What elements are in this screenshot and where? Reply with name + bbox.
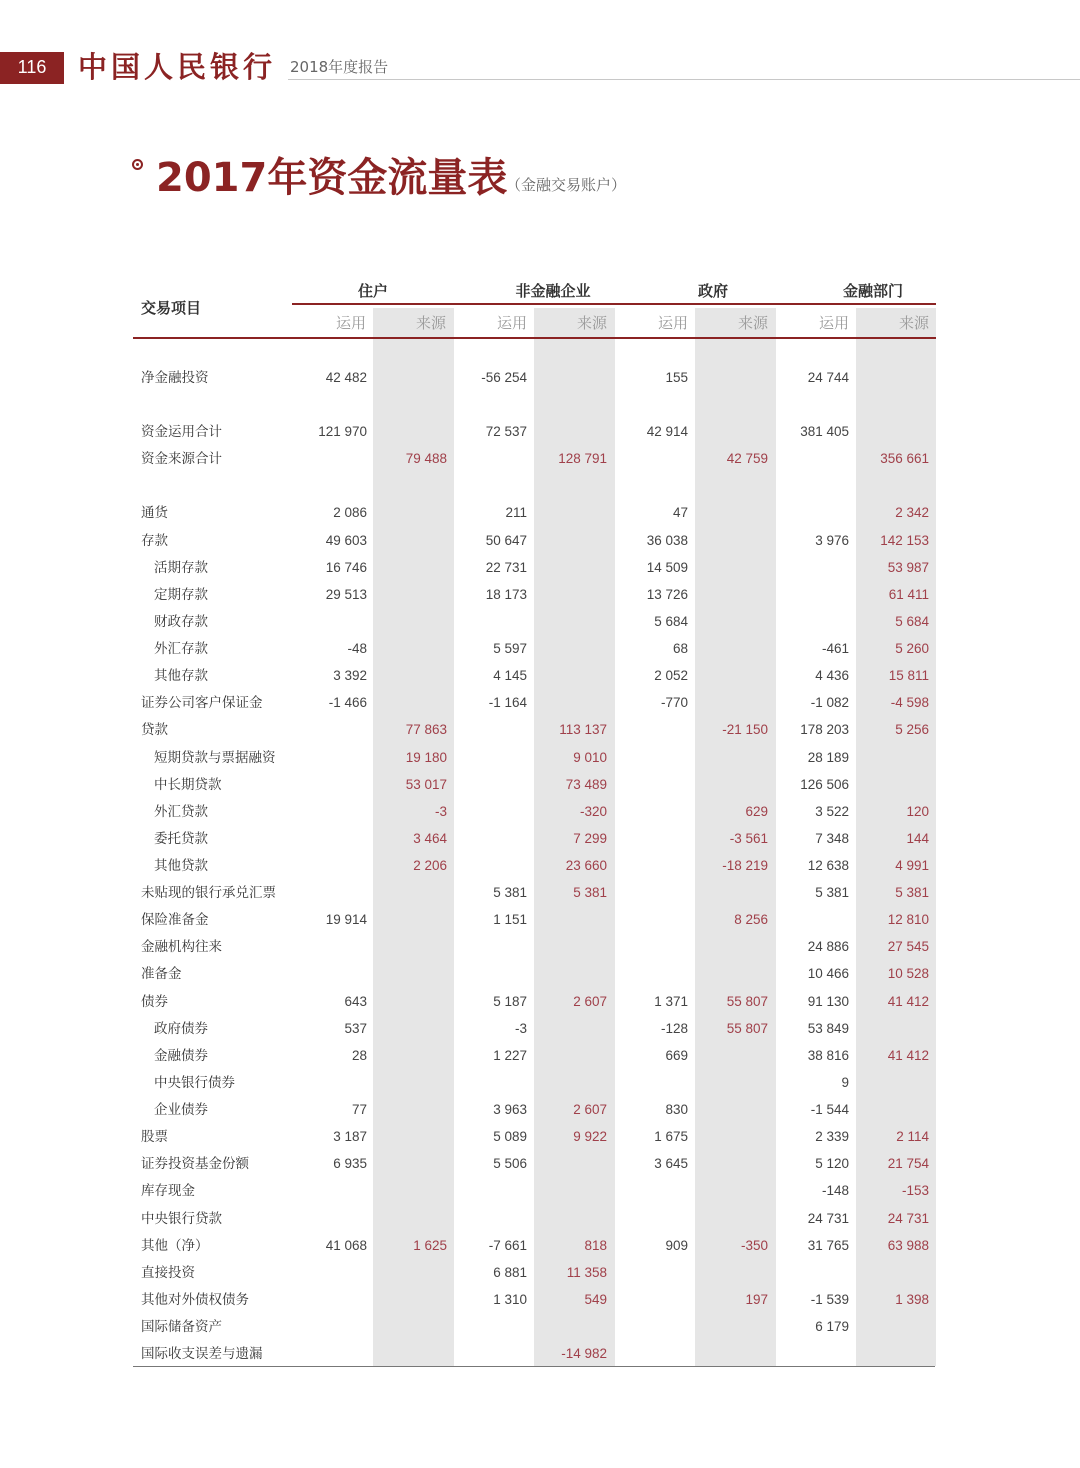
table-row	[0, 855, 1080, 877]
page-title: 2017年资金流量表	[156, 155, 508, 201]
table-cell: 669	[665, 1048, 688, 1063]
table-cell: 21 754	[887, 1156, 929, 1171]
table-cell: 5 381	[815, 885, 849, 900]
row-label: 金融机构往来	[141, 939, 222, 955]
table-row	[0, 1208, 1080, 1230]
table-row	[0, 502, 1080, 524]
table-cell: 14 509	[646, 560, 688, 575]
row-label: 其他（净）	[141, 1238, 209, 1254]
table-cell: 537	[344, 1021, 367, 1036]
title-bullet-icon	[132, 159, 143, 170]
table-cell: 41 412	[887, 994, 929, 1009]
row-label: 国际储备资产	[141, 1319, 222, 1335]
table-cell: 22 731	[485, 560, 527, 575]
table-cell: 24 744	[807, 370, 849, 385]
table-cell: 24 731	[807, 1211, 849, 1226]
table-cell: -148	[821, 1183, 849, 1198]
table-cell: 818	[584, 1238, 607, 1253]
table-cell: -21 150	[722, 722, 768, 737]
table-cell: -1 164	[488, 695, 527, 710]
table-cell: 9	[841, 1075, 849, 1090]
subcol-header: 来源	[737, 314, 768, 332]
row-label: 中长期贷款	[154, 777, 222, 793]
table-cell: -56 254	[481, 370, 527, 385]
row-label: 通货	[141, 505, 168, 521]
table-cell: -3	[434, 804, 447, 819]
table-cell: 79 488	[405, 451, 447, 466]
table-cell: 7 299	[573, 831, 607, 846]
row-label: 其他存款	[154, 668, 208, 684]
table-cell: -1 544	[810, 1102, 849, 1117]
table-cell: 2 339	[815, 1129, 849, 1144]
group-header: 非金融企业	[515, 282, 591, 300]
table-cell: 36 038	[646, 533, 688, 548]
row-label: 直接投资	[141, 1265, 195, 1281]
table-cell: 6 179	[815, 1319, 849, 1334]
table-row	[0, 909, 1080, 931]
table-cell: 55 807	[726, 994, 768, 1009]
table-cell: 5 381	[895, 885, 929, 900]
table-cell: 1 625	[413, 1238, 447, 1253]
table-cell: 2 052	[654, 668, 688, 683]
table-cell: 77 863	[405, 722, 447, 737]
table-cell: -1 082	[810, 695, 849, 710]
row-label: 国际收支误差与遗漏	[141, 1346, 263, 1362]
table-cell: 2 114	[896, 1129, 929, 1144]
row-label: 中央银行贷款	[141, 1211, 222, 1227]
table-cell: 1 371	[654, 994, 688, 1009]
subcol-header: 运用	[496, 314, 527, 332]
table-cell: 629	[745, 804, 768, 819]
table-cell: 12 638	[807, 858, 849, 873]
table-cell: 2 206	[413, 858, 447, 873]
row-label: 活期存款	[154, 560, 208, 576]
table-row	[0, 611, 1080, 633]
table-cell: 2 607	[573, 1102, 607, 1117]
row-label: 其他贷款	[154, 858, 208, 874]
table-cell: 3 963	[493, 1102, 527, 1117]
subcol-header: 运用	[335, 314, 366, 332]
table-cell: 29 513	[325, 587, 367, 602]
row-label: 中央银行债券	[154, 1075, 235, 1091]
table-row	[0, 1235, 1080, 1257]
table-cell: -4 598	[890, 695, 929, 710]
table-cell: 63 988	[887, 1238, 929, 1253]
table-cell: 73 489	[565, 777, 607, 792]
table-cell: 53 017	[405, 777, 447, 792]
table-cell: 7 348	[815, 831, 849, 846]
table-cell: 72 537	[485, 424, 527, 439]
table-cell: 19 914	[325, 912, 367, 927]
table-cell: -153	[901, 1183, 929, 1198]
row-label: 委托贷款	[154, 831, 208, 847]
item-column-header: 交易项目	[141, 299, 202, 317]
report-title: 2018年度报告	[290, 58, 389, 76]
page-number: 116	[0, 52, 64, 82]
table-cell: 5 381	[493, 885, 527, 900]
table-cell: 1 310	[493, 1292, 527, 1307]
row-label: 库存现金	[141, 1183, 195, 1199]
table-cell: 549	[584, 1292, 607, 1307]
table-row	[0, 1126, 1080, 1148]
table-cell: 13 726	[646, 587, 688, 602]
table-cell: 38 816	[807, 1048, 849, 1063]
table-cell: 211	[505, 505, 527, 520]
table-cell: 23 660	[565, 858, 607, 873]
table-row	[0, 963, 1080, 985]
table-cell: 6 881	[493, 1265, 527, 1280]
table-cell: 5 506	[493, 1156, 527, 1171]
table-row	[0, 801, 1080, 823]
table-cell: 53 987	[887, 560, 929, 575]
table-cell: 49 603	[325, 533, 367, 548]
table-cell: -3 561	[729, 831, 768, 846]
table-cell: 5 684	[654, 614, 688, 629]
table-cell: 3 645	[654, 1156, 688, 1171]
table-cell: 155	[665, 370, 688, 385]
page-subtitle: （金融交易账户）	[506, 176, 627, 194]
table-cell: -1 539	[810, 1292, 849, 1307]
table-cell: 120	[906, 804, 929, 819]
table-cell: 113 137	[559, 722, 607, 737]
table-row	[0, 557, 1080, 579]
table-row	[0, 584, 1080, 606]
table-row	[0, 991, 1080, 1013]
table-cell: 5 260	[895, 641, 929, 656]
row-label: 外汇存款	[154, 641, 208, 657]
table-cell: -128	[660, 1021, 688, 1036]
table-cell: 41 068	[325, 1238, 367, 1253]
header-divider	[288, 79, 1080, 80]
table-row	[0, 1099, 1080, 1121]
table-cell: 27 545	[887, 939, 929, 954]
table-cell: 3 187	[333, 1129, 367, 1144]
header-rule-top	[292, 303, 936, 305]
table-row	[0, 367, 1080, 389]
table-cell: 3 522	[815, 804, 849, 819]
table-cell: 31 765	[807, 1238, 849, 1253]
table-cell: 42 914	[646, 424, 688, 439]
table-cell: 55 807	[726, 1021, 768, 1036]
table-cell: 53 849	[807, 1021, 849, 1036]
row-label: 资金运用合计	[141, 424, 222, 440]
table-cell: 4 145	[493, 668, 527, 683]
table-cell: 5 381	[573, 885, 607, 900]
table-cell: 6 935	[333, 1156, 367, 1171]
row-label: 短期贷款与票据融资	[154, 750, 276, 766]
table-row	[0, 1262, 1080, 1284]
table-cell: 5 597	[493, 641, 527, 656]
row-label: 贷款	[141, 722, 168, 738]
row-label: 证券公司客户保证金	[141, 695, 263, 711]
table-row	[0, 719, 1080, 741]
page-header	[0, 52, 1080, 82]
subcol-header: 运用	[818, 314, 849, 332]
table-cell: 50 647	[485, 533, 527, 548]
row-label: 定期存款	[154, 587, 208, 603]
group-header: 住户	[357, 282, 388, 300]
table-cell: 381 405	[800, 424, 849, 439]
table-cell: -18 219	[722, 858, 768, 873]
table-cell: -320	[579, 804, 607, 819]
table-cell: 5 187	[493, 994, 527, 1009]
subcol-header: 来源	[415, 314, 446, 332]
table-cell: 178 203	[800, 722, 849, 737]
table-cell: 2 342	[895, 505, 929, 520]
table-cell: 128 791	[558, 451, 607, 466]
table-row	[0, 692, 1080, 714]
table-cell: 10 466	[807, 966, 849, 981]
row-label: 债券	[141, 994, 168, 1010]
table-cell: 77	[351, 1102, 367, 1117]
table-cell: 12 810	[887, 912, 929, 927]
table-cell: 2 607	[573, 994, 607, 1009]
table-cell: 24 731	[887, 1211, 929, 1226]
table-row	[0, 1180, 1080, 1202]
table-cell: 42 482	[325, 370, 367, 385]
row-label: 存款	[141, 533, 168, 549]
row-label: 财政存款	[154, 614, 208, 630]
table-cell: 197	[745, 1292, 768, 1307]
table-cell: 9 922	[573, 1129, 607, 1144]
table-row	[0, 1072, 1080, 1094]
table-cell: 1 675	[654, 1129, 688, 1144]
table-cell: -350	[740, 1238, 768, 1253]
table-cell: 68	[672, 641, 688, 656]
row-label: 金融债券	[154, 1048, 208, 1064]
header-rule-bottom	[133, 337, 936, 339]
table-row	[0, 1316, 1080, 1338]
table-cell: 909	[665, 1238, 688, 1253]
bank-name: 中国人民银行	[78, 50, 277, 84]
table-cell: 144	[906, 831, 929, 846]
table-row	[0, 1289, 1080, 1311]
row-label: 资金来源合计	[141, 451, 222, 467]
table-row	[0, 774, 1080, 796]
table-cell: 1 227	[493, 1048, 527, 1063]
table-cell: 42 759	[726, 451, 768, 466]
table-cell: 3 976	[815, 533, 849, 548]
table-cell: 5 256	[895, 722, 929, 737]
subcol-header: 来源	[576, 314, 607, 332]
table-cell: 1 151	[493, 912, 527, 927]
table-cell: 61 411	[888, 587, 929, 602]
table-cell: 24 886	[807, 939, 849, 954]
table-row	[0, 530, 1080, 552]
table-cell: 18 173	[485, 587, 527, 602]
table-cell: 5 684	[895, 614, 929, 629]
row-label: 外汇贷款	[154, 804, 208, 820]
table-cell: 5 089	[493, 1129, 527, 1144]
table-cell: 47	[672, 505, 688, 520]
table-cell: 4 991	[895, 858, 929, 873]
group-header: 金融部门	[842, 282, 903, 300]
table-cell: -7 661	[488, 1238, 527, 1253]
table-row	[0, 638, 1080, 660]
row-label: 准备金	[141, 966, 182, 982]
table-cell: 91 130	[807, 994, 849, 1009]
group-header: 政府	[697, 282, 728, 300]
table-cell: 28 189	[807, 750, 849, 765]
header-accent-line	[0, 82, 64, 84]
table-row	[0, 882, 1080, 904]
table-cell: -3	[514, 1021, 527, 1036]
table-cell: 356 661	[880, 451, 929, 466]
table-row	[0, 1153, 1080, 1175]
table-cell: 4 436	[815, 668, 849, 683]
row-label: 未贴现的银行承兑汇票	[141, 885, 276, 901]
table-row	[0, 665, 1080, 687]
table-cell: 8 256	[734, 912, 768, 927]
row-label: 保险准备金	[141, 912, 209, 928]
table-row	[0, 936, 1080, 958]
table-cell: 5 120	[815, 1156, 849, 1171]
row-label: 净金融投资	[141, 370, 209, 386]
table-row	[0, 448, 1080, 470]
table-row	[0, 747, 1080, 769]
table-cell: 643	[344, 994, 367, 1009]
table-cell: -14 982	[561, 1346, 607, 1361]
row-label: 企业债券	[154, 1102, 208, 1118]
table-cell: 1 398	[895, 1292, 929, 1307]
table-cell: 11 358	[566, 1265, 607, 1280]
table-cell: -48	[347, 641, 367, 656]
table-row	[0, 1045, 1080, 1067]
table-row	[0, 828, 1080, 850]
subcol-header: 运用	[657, 314, 688, 332]
subcol-header: 来源	[898, 314, 929, 332]
table-cell: 9 010	[573, 750, 607, 765]
table-bottom-rule	[133, 1366, 935, 1367]
table-cell: 16 746	[325, 560, 367, 575]
row-label: 其他对外债权债务	[141, 1292, 249, 1308]
table-cell: 830	[665, 1102, 688, 1117]
row-label: 股票	[141, 1129, 168, 1145]
table-cell: 19 180	[405, 750, 447, 765]
table-cell: 126 506	[800, 777, 849, 792]
table-cell: 41 412	[887, 1048, 929, 1063]
table-cell: 121 970	[318, 424, 367, 439]
table-row	[0, 421, 1080, 443]
table-cell: 10 528	[887, 966, 929, 981]
table-cell: 15 811	[888, 668, 929, 683]
row-label: 政府债券	[154, 1021, 208, 1037]
table-cell: 3 464	[413, 831, 447, 846]
table-cell: -1 466	[328, 695, 367, 710]
table-cell: 2 086	[333, 505, 367, 520]
table-cell: -770	[660, 695, 688, 710]
table-row	[0, 1343, 1080, 1365]
table-cell: 28	[351, 1048, 367, 1063]
table-cell: -461	[821, 641, 849, 656]
table-row	[0, 1018, 1080, 1040]
table-cell: 3 392	[333, 668, 367, 683]
row-label: 证券投资基金份额	[141, 1156, 249, 1172]
table-cell: 142 153	[880, 533, 929, 548]
